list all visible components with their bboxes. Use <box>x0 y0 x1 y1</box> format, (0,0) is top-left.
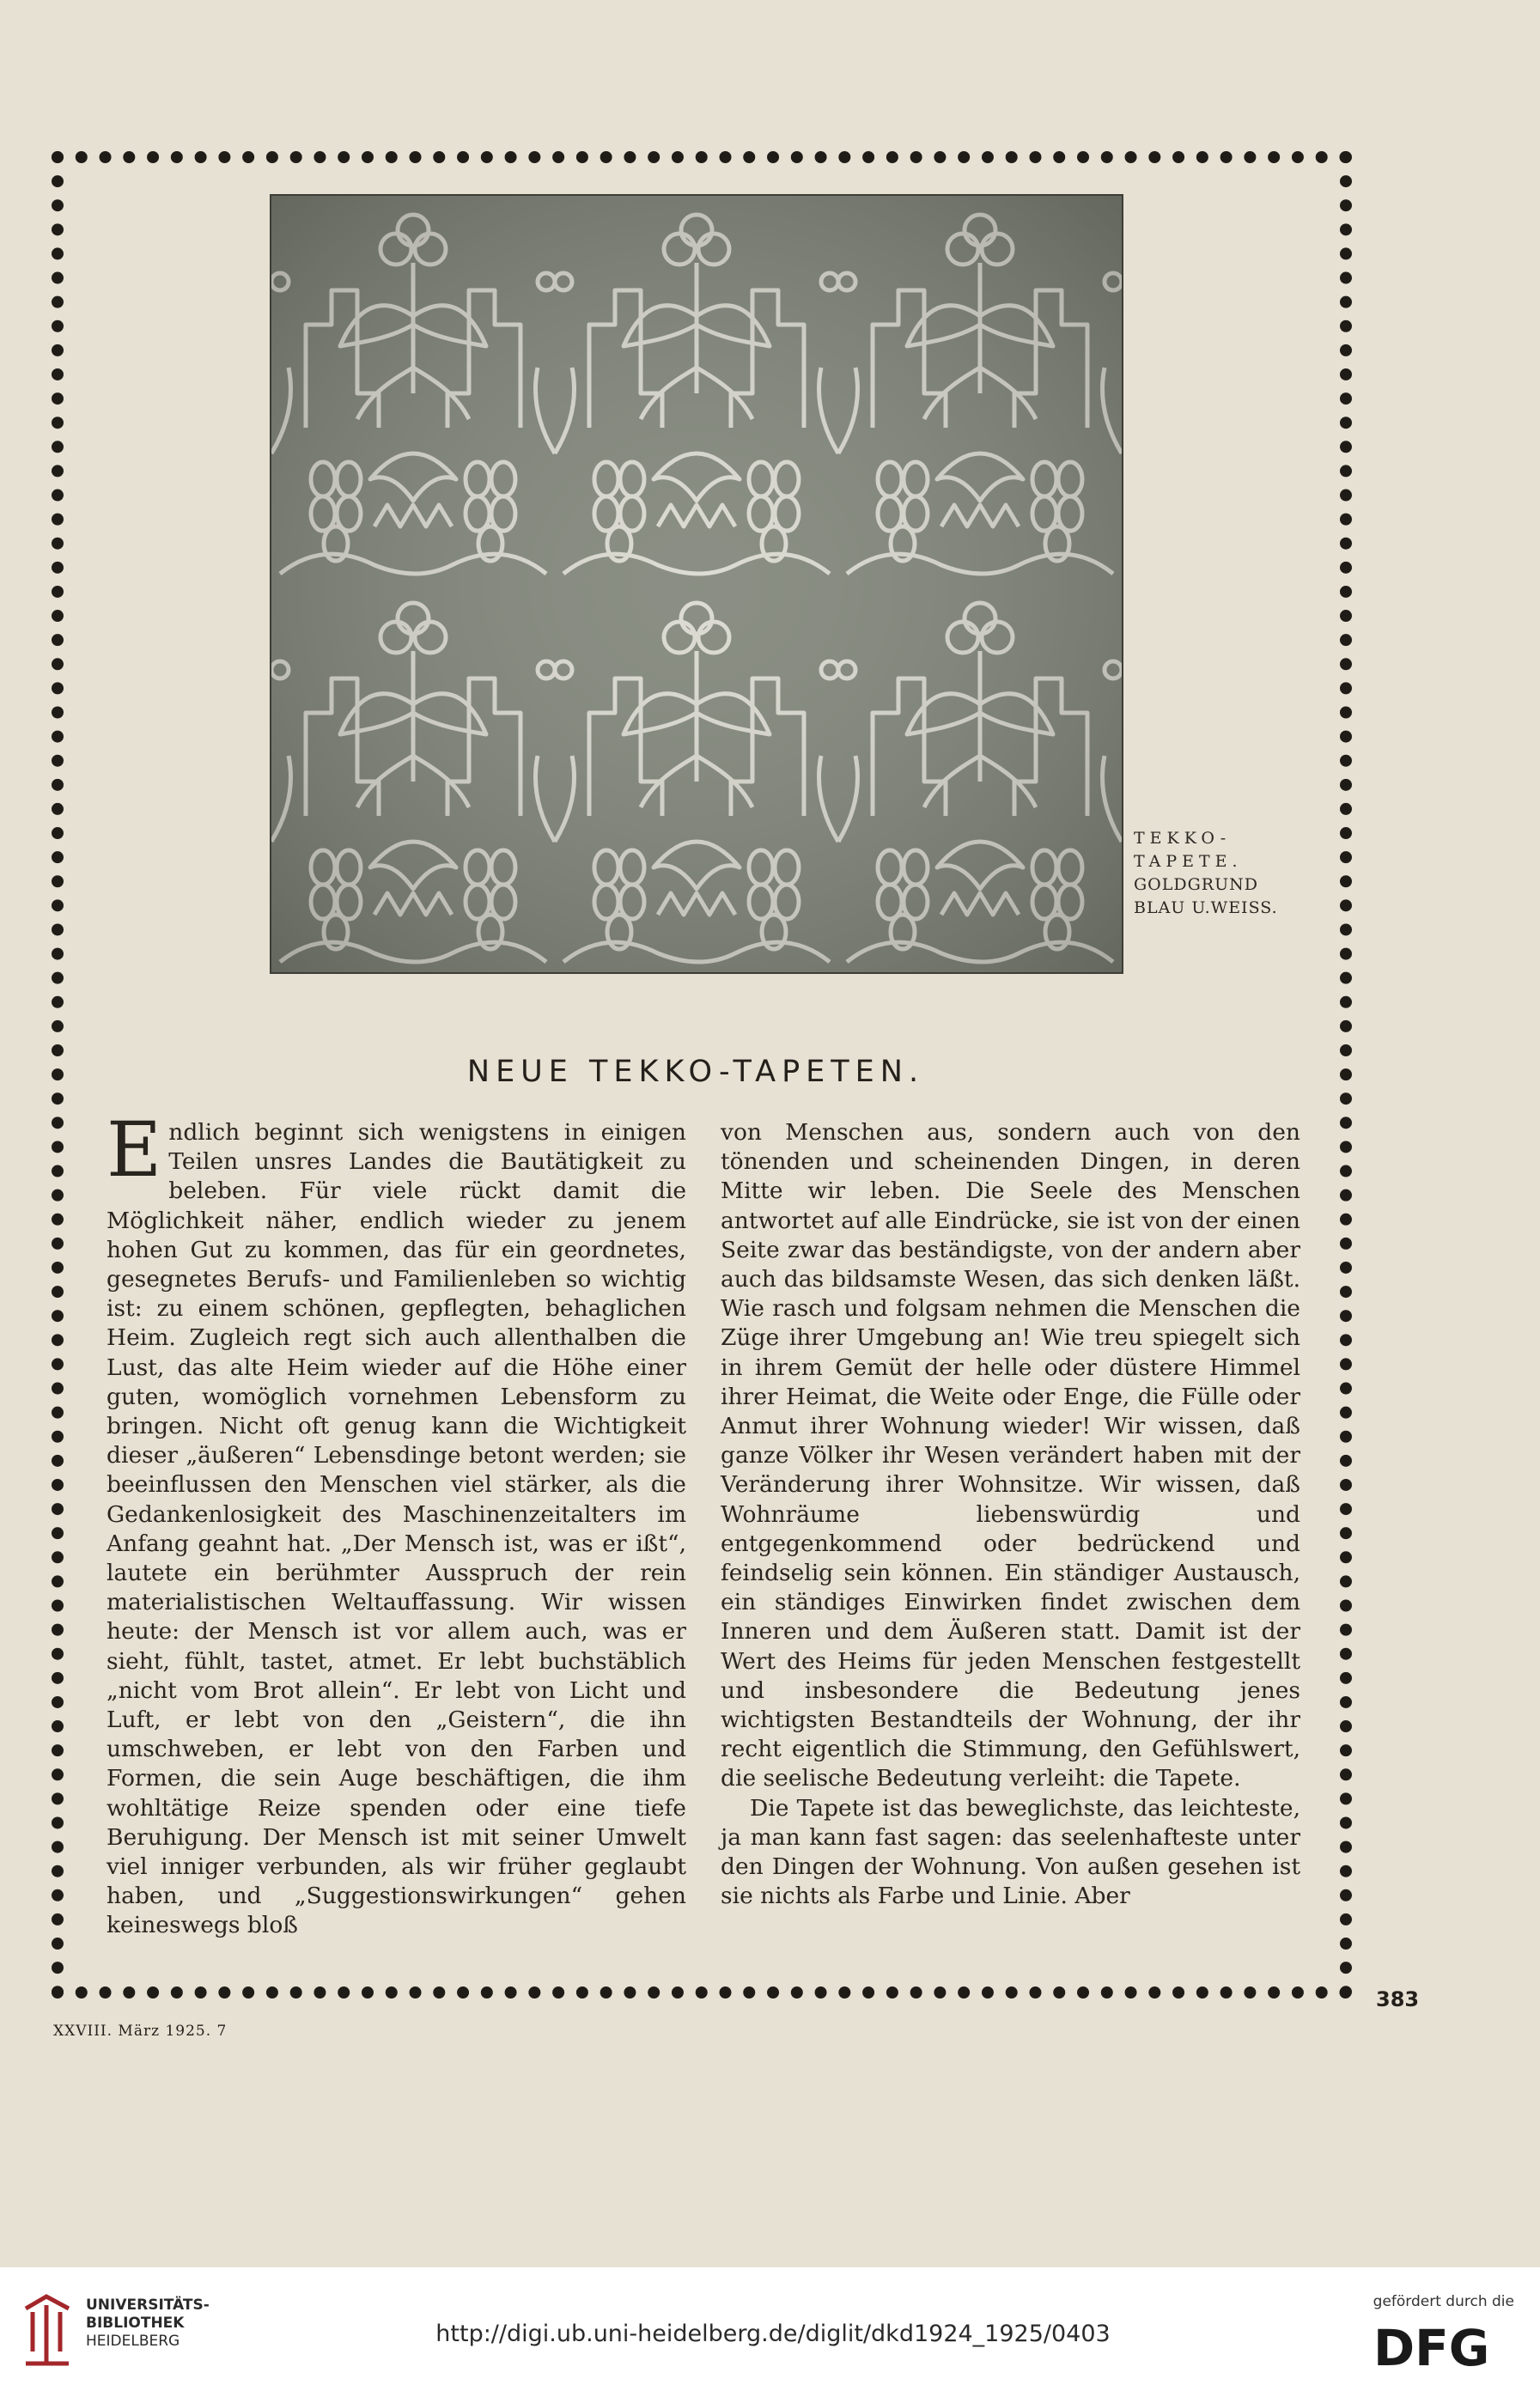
funding-note: gefördert durch die <box>1373 2293 1514 2310</box>
paragraph: von Menschen aus, sondern auch von den tönenden und scheinenden Dingen, in deren Mitte wir leben. Die Seele des Menschen antwortet auf alle Eindrücke, sie ist von der einen Seite zwar das beständigste, von der andern aber auch das bildsamste Wesen, das sich denken läßt. Wie rasch und folgsam nehmen die Menschen die Züge ihrer Umgebung an! Wie treu spiegelt sich in ihrem Gemüt der helle oder düstere Himmel ihrer Heimat, die Weite oder Enge, die Fülle oder Anmut ihrer Wohnung wieder! Wir wissen, daß ganze Völker ihr Wesen verändert haben mit der Veränderung ihrer Wohnsitze. Wir wissen, daß Wohnräume liebenswürdig und entgegenkommend oder bedrückend und feindselig sein können. Ein ständiger Austausch, ein ständiges Einwirken findet zwischen dem Inneren und dem Äußeren statt. Damit ist der Wert des Heims für jeden Menschen festgestellt und insbesondere die Bedeutung jenes wichtigsten Bestandteils der Wohnung, der ihr recht eigentlich die Stimmung, den Gefühlswert, die seelische Bedeutung verleiht: die Tapete. <box>721 1119 1300 1792</box>
caption-line: BLAU U.WEISS. <box>1134 898 1278 917</box>
caption-line: TEKKO- <box>1134 829 1232 848</box>
page-number: 383 <box>1376 1987 1420 2011</box>
paragraph: Die Tapete ist das beweglichste, das leichteste, ja man kann fast sagen: das seelenhafteste unter den Dingen der Wohnung. Von außen gesehen ist sie nichts als Farbe und Linie. Aber <box>721 1794 1300 1910</box>
source-url-link[interactable]: http://digi.ub.uni-heidelberg.de/diglit/dkd1924_1925/0403 <box>435 2321 1111 2347</box>
caption-line: TAPETE. <box>1134 852 1243 871</box>
drop-cap: E <box>107 1105 162 1194</box>
paragraph <box>107 1105 686 1941</box>
article-title: NEUE TEKKO-TAPETEN. <box>466 1055 925 1089</box>
text-column-left <box>107 1105 686 1960</box>
text-column-right <box>721 1118 1300 1960</box>
wallpaper-illustration <box>270 194 1123 974</box>
paragraph-text: ndlich beginnt sich wenigstens in einigen Teilen unsres Landes die Bautätigkeit zu beleben. Für viele rückt damit die Möglichkeit näher, endlich wieder zu jenem hohen Gut zu kommen, das für ein geordnetes, gesegnetes Berufs- und Familienleben so wichtig ist: zu einem schönen, gepflegten, behaglichen Heim. Zugleich regt sich auch allenthalben die Lust, das alte Heim wieder auf die Höhe einer guten, womöglich vornehmen Lebensform zu bringen. Nicht oft genug kann die Wichtigkeit dieser „äußeren“ Lebensdinge betont werden; sie beeinflussen den Menschen viel stärker, als die Gedankenlosigkeit des Maschinenzeitalters im Anfang geahnt hat. „Der Mensch ist, was er ißt“, lautete ein berühmter Ausspruch der rein materialistischen Weltauffassung. Wir wissen heute: der Mensch ist vor allem auch, was er sieht, fühlt, tastet, atmet. Er lebt buchstäblich „nicht vom Brot allein“. Er lebt von Licht und Luft, er lebt von den „Geistern“, die ihn umschweben, er lebt von den Farben und Formen, die sein Auge beschäftigen, die ihm wohltätige Reize spenden oder eine tiefe Beruhigung. Der Mensch ist mit seiner Umwelt viel inniger verbunden, als wir früher geglaubt haben, und „Suggestionswirkungen“ gehen keineswegs bloß <box>107 1119 686 1939</box>
library-logo-icon <box>21 2291 74 2369</box>
caption-line: GOLDGRUND <box>1134 875 1258 894</box>
library-name: UNIVERSITÄTS- BIBLIOTHEK HEIDELBERG <box>86 2297 210 2350</box>
digitization-footer <box>0 2267 1540 2391</box>
dfg-logo-icon <box>1373 2321 1514 2370</box>
illustration-caption <box>1134 827 1280 920</box>
signature-mark: XXVIII. März 1925. 7 <box>53 2023 228 2040</box>
svg-text:DFG: DFG <box>1373 2321 1490 2370</box>
